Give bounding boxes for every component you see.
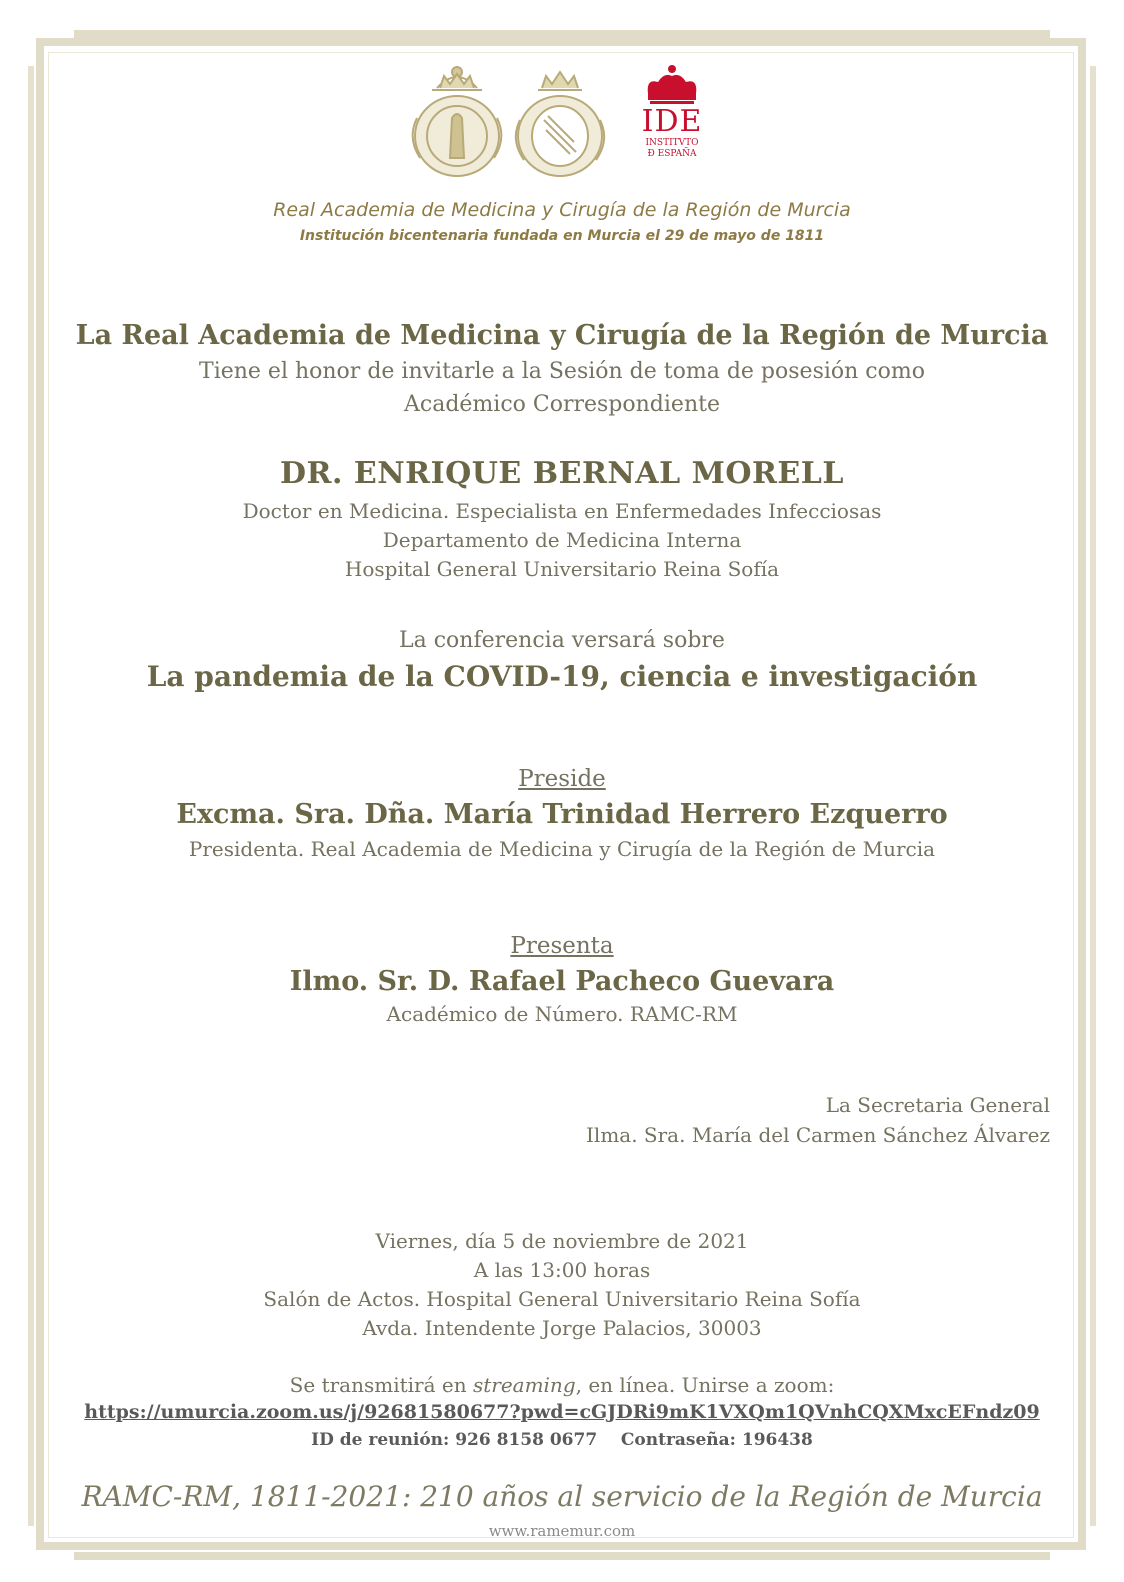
ide-text-line2: Ð ESPAÑA [647, 149, 697, 159]
invitation-line-2: Académico Correspondiente [404, 392, 720, 417]
streaming-text-italic: streaming [472, 1373, 576, 1397]
academy-seal-icon [508, 58, 612, 180]
preside-label: Preside [518, 766, 606, 792]
honoree-name: DR. ENRIQUE BERNAL MORELL [280, 456, 844, 491]
meeting-id: ID de reunión: 926 8158 0677 [311, 1430, 598, 1450]
conference-title: La pandemia de la COVID-19, ciencia e investigación [146, 660, 978, 693]
preside-name: Excma. Sra. Dña. María Trinidad Herrero Ezquerro [176, 799, 948, 830]
crown-icon [642, 64, 702, 106]
academy-crest-icon [402, 58, 512, 180]
institution-title: Real Academia de Medicina y Cirugía de la Región de Murcia [273, 199, 851, 221]
academy-heading: La Real Academia de Medicina y Cirugía de la Región de Murcia [75, 320, 1049, 351]
institution-subtitle: Institución bicentenaria fundada en Murcia el 29 de mayo de 1811 [299, 228, 825, 244]
presenta-role: Académico de Número. RAMC-RM [386, 1002, 738, 1026]
frame-top-band [74, 30, 1050, 38]
meeting-password: Contraseña: 196438 [620, 1430, 813, 1450]
conference-intro: La conferencia versará sobre [399, 628, 725, 653]
event-time: A las 13:00 horas [473, 1258, 651, 1282]
event-venue: Salón de Actos. Hospital General Universitario Reina Sofía [263, 1287, 861, 1311]
frame-bottom-band [74, 1552, 1050, 1560]
invitation-line-1: Tiene el honor de invitarle a la Sesión de toma de posesión como [199, 359, 925, 384]
event-date: Viernes, día 5 de noviembre de 2021 [375, 1229, 749, 1253]
streaming-notice [0, 1373, 1124, 1397]
honoree-line-3: Hospital General Universitario Reina Sofía [344, 557, 780, 581]
secretary-name: Ilma. Sra. María del Carmen Sánchez Álvarez [586, 1123, 1050, 1147]
footer-motto: RAMC-RM, 1811-2021: 210 años al servicio de la Región de Murcia [81, 1480, 1043, 1513]
honoree-line-1: Doctor en Medicina. Especialista en Enfermedades Infecciosas [242, 499, 882, 523]
event-address: Avda. Intendente Jorge Palacios, 30003 [362, 1316, 762, 1340]
honoree-line-2: Departamento de Medicina Interna [382, 528, 742, 552]
meeting-details [0, 1430, 1124, 1450]
presenta-label: Presenta [510, 933, 614, 959]
zoom-link[interactable]: https://umurcia.zoom.us/j/92681580677?pwd=cGJDRi9mK1VXQm1QVnhCQXMxcEFndz09 [84, 1401, 1040, 1423]
streaming-text-after: , en línea. Unirse a zoom: [575, 1373, 835, 1397]
streaming-text-before: Se transmitirá en [289, 1373, 473, 1397]
secretary-title: La Secretaria General [825, 1093, 1050, 1117]
instituto-espana-logo [638, 64, 706, 176]
preside-role: Presidenta. Real Academia de Medicina y Cirugía de la Región de Murcia [188, 837, 936, 861]
ide-text-line1: INSTITVTO [645, 138, 699, 148]
presenta-name: Ilmo. Sr. D. Rafael Pacheco Guevara [289, 966, 835, 997]
ide-letters: IDE [641, 104, 703, 139]
footer-website[interactable]: www.ramemur.com [488, 1522, 636, 1540]
